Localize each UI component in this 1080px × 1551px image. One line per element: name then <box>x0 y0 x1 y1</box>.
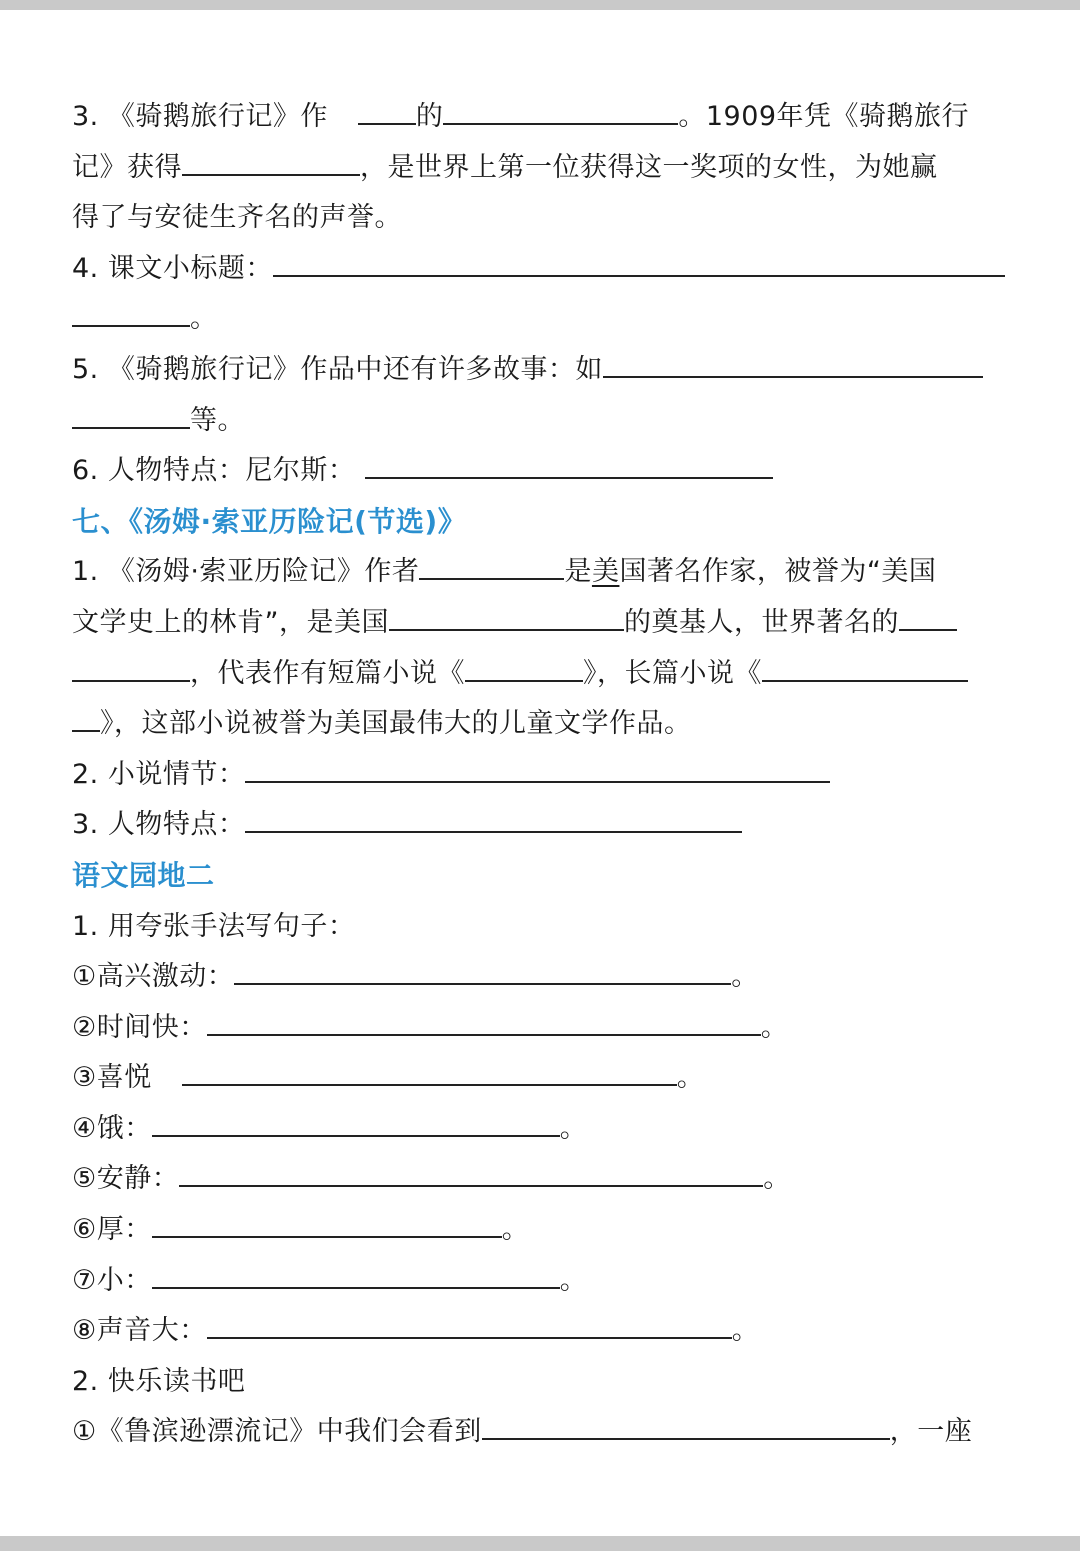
yuwen-q1: 1. 用夸张手法写句子： <box>72 910 356 942</box>
item-end: 。 <box>731 961 759 993</box>
item-blank[interactable] <box>152 1261 560 1289</box>
q5-end: 等。 <box>190 404 245 436</box>
q5-label: 5. 《骑鹅旅行记》作品中还有许多故事：如 <box>72 353 603 385</box>
q4-end: 。 <box>190 303 218 335</box>
q4-line-1 <box>72 244 1012 295</box>
t3-label: 3. 人物特点： <box>72 809 246 841</box>
item-blank[interactable] <box>179 1159 763 1187</box>
q5-blank[interactable] <box>603 350 983 378</box>
item-label: ⑦小： <box>72 1264 152 1296</box>
q6-blank[interactable] <box>365 451 773 479</box>
item-blank[interactable] <box>152 1210 502 1238</box>
exaggeration-item <box>72 1154 1012 1205</box>
t1-line-2 <box>72 598 1012 649</box>
t2-line <box>72 750 1012 801</box>
reading-line-1 <box>72 1407 1012 1458</box>
t2-blank[interactable] <box>245 755 830 783</box>
t1-blank-short-story[interactable] <box>465 654 583 682</box>
t1-text-5: ，代表作有短篇小说《 <box>190 657 465 689</box>
t3-line <box>72 800 1012 851</box>
item-blank[interactable] <box>207 1008 761 1036</box>
exaggeration-item <box>72 1053 1012 1104</box>
t1-blank-novel[interactable] <box>762 654 968 682</box>
q3-text-5: 得了与安徒生齐名的声誉。 <box>72 202 402 234</box>
t1-text-2: 国著名作家，被誉为“美国 <box>619 556 937 588</box>
item-label: ③喜悦 <box>72 1062 152 1094</box>
item-label: ⑧声音大： <box>72 1315 207 1347</box>
q3-text-de: 的 <box>415 101 444 132</box>
item-label: ①高兴激动： <box>72 961 235 993</box>
q4-label: 4. 课文小标题： <box>72 252 273 284</box>
t1-blank-title-2[interactable] <box>72 654 190 682</box>
q4-blank[interactable] <box>273 249 1005 277</box>
q3-line-1 <box>72 92 1012 143</box>
t1-text: 1. 《汤姆·索亚历险记》作者 <box>72 556 420 588</box>
q6-label: 6. 人物特点：尼尔斯： <box>72 455 356 487</box>
t1-line-3 <box>72 649 1012 700</box>
item-blank[interactable] <box>234 957 731 985</box>
q3-text-4: ，是世界上第一位获得这一奖项的女性，为她赢 <box>360 151 938 183</box>
item-end: 。 <box>559 1264 588 1296</box>
item-end: 。 <box>731 1315 760 1347</box>
item-end: 。 <box>763 1163 791 1195</box>
section-7-title: 七、《汤姆·索亚历险记(节选)》 <box>72 504 467 538</box>
t1-text-6: 》，长篇小说《 <box>583 657 762 689</box>
top-edge-bar <box>0 0 1080 10</box>
t2-label: 2. 小说情节： <box>72 758 246 790</box>
t1-blank-field[interactable] <box>389 603 624 631</box>
t1-text-3: 文学史上的林肯”，是美国 <box>72 606 389 638</box>
item-end: 。 <box>676 1062 705 1094</box>
q3-text-2: 。1909年凭《骑鹅旅行 <box>678 101 970 132</box>
t1-blank-author[interactable] <box>419 552 564 580</box>
q3-text-3: 记》获得 <box>72 151 182 183</box>
exaggeration-item <box>72 1306 1012 1357</box>
item-label: ④饿： <box>72 1112 152 1144</box>
bottom-edge-bar <box>0 1536 1080 1551</box>
q4-blank-2[interactable] <box>72 299 190 327</box>
yuwen-title: 语文园地二 <box>72 858 215 892</box>
q5-line-2 <box>72 396 1012 447</box>
worksheet-page <box>72 92 1012 1458</box>
yuwen-q2: 2. 快乐读书吧 <box>72 1365 246 1397</box>
item-blank[interactable] <box>207 1311 732 1339</box>
q3-blank-nationality[interactable] <box>358 97 416 125</box>
t1-text-4: 的奠基人，世界著名的 <box>624 606 899 638</box>
t1-line-1 <box>72 547 1012 598</box>
item-label: ⑥厚： <box>72 1214 152 1246</box>
t3-blank[interactable] <box>245 805 742 833</box>
t1-text-shi: 是 <box>564 556 592 588</box>
q3-line-3 <box>72 193 1012 244</box>
exaggeration-item <box>72 1256 1012 1307</box>
q3-blank-author[interactable] <box>443 97 678 125</box>
q5-line-1 <box>72 345 1012 396</box>
q3-blank-award[interactable] <box>182 148 360 176</box>
reading-text-2: ，一座 <box>889 1416 973 1448</box>
item-end: 。 <box>760 1011 789 1043</box>
reading-text: ①《鲁滨逊漂流记》中我们会看到 <box>72 1416 482 1448</box>
exaggeration-item <box>72 952 1012 1003</box>
q3-text: 3. 《骑鹅旅行记》作 <box>72 101 328 132</box>
item-end: 。 <box>559 1112 588 1144</box>
item-end: 。 <box>501 1214 530 1246</box>
item-label: ②时间快： <box>72 1011 207 1043</box>
item-blank[interactable] <box>182 1058 677 1086</box>
q4-line-2 <box>72 294 1012 345</box>
reading-blank[interactable] <box>482 1412 890 1440</box>
q5-blank-2[interactable] <box>72 401 190 429</box>
item-label: ⑤安静： <box>72 1163 180 1195</box>
exaggeration-item <box>72 1003 1012 1054</box>
t1-blank-title[interactable] <box>899 603 957 631</box>
q6-line <box>72 446 1012 497</box>
exaggeration-item <box>72 1205 1012 1256</box>
item-blank[interactable] <box>152 1109 560 1137</box>
t1-line-4 <box>72 699 1012 750</box>
t1-text-mei: 美 <box>591 556 620 588</box>
exaggeration-item <box>72 1104 1012 1155</box>
t1-text-7: 》，这部小说被誉为美国最伟大的儿童文学作品。 <box>100 708 692 740</box>
t1-blank-novel-2[interactable] <box>72 704 100 732</box>
q3-line-2 <box>72 143 1012 194</box>
